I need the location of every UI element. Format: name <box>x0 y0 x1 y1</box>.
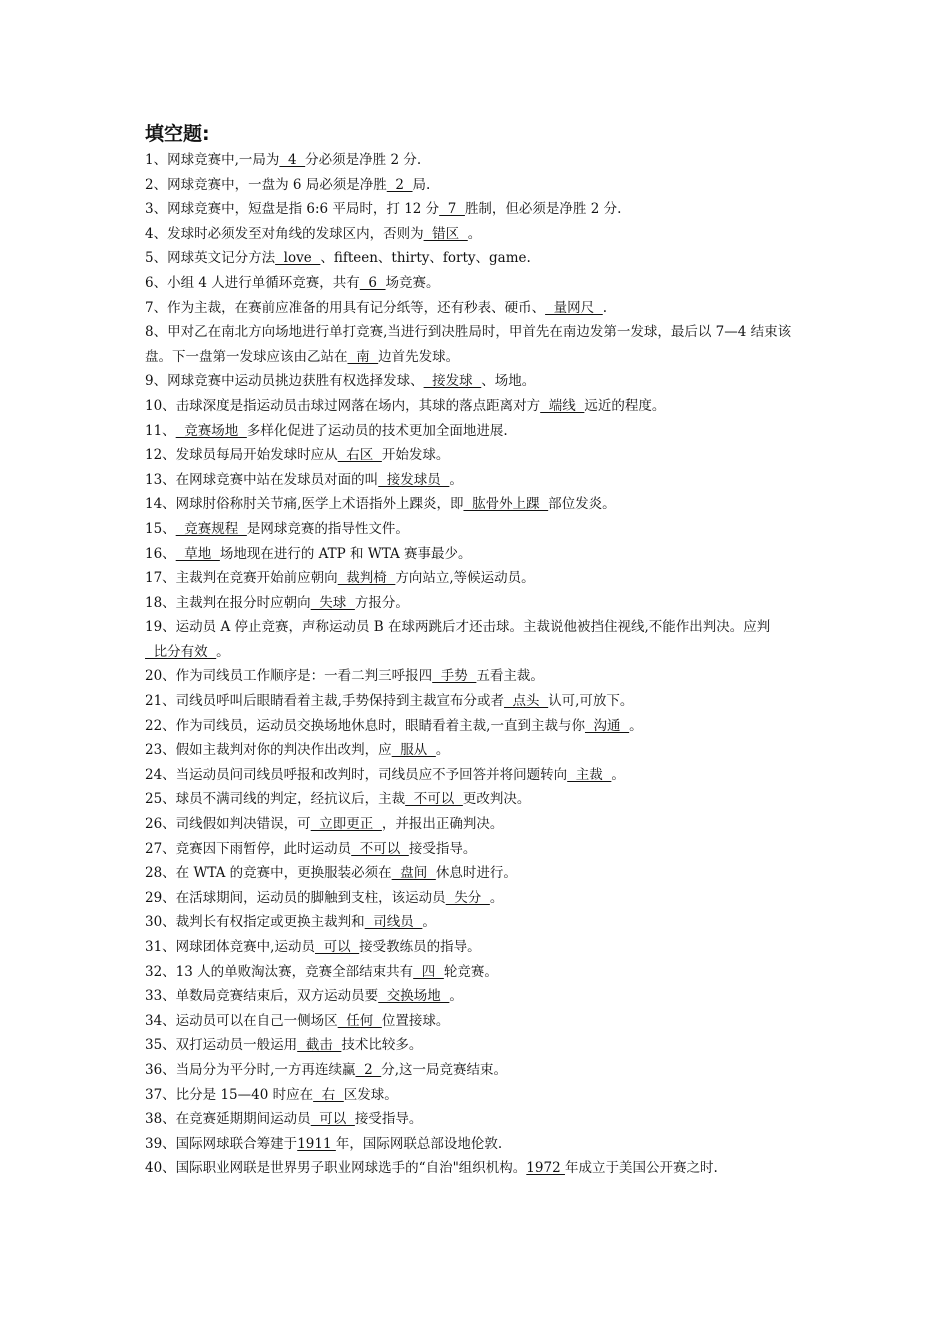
question-text: 21、司线员呼叫后眼睛看着主裁,手势保持到主裁宣布分或者 <box>145 693 504 710</box>
question-q39 <box>145 1132 815 1157</box>
question-text: 14、网球肘俗称肘关节痛,医学上术语指外上踝炎，即 <box>145 496 464 513</box>
question-text: 多样化促进了运动员的技术更加全面地进展. <box>246 422 508 439</box>
question-text: 分,这一局竞赛结束。 <box>381 1061 508 1078</box>
question-text: 5、网球英文记分方法 <box>145 250 276 267</box>
question-text: 29、在活球期间，运动员的脚触到支柱，该运动员 <box>145 889 446 906</box>
question-text: 接受指导。 <box>408 840 477 857</box>
question-q23 <box>145 738 815 763</box>
question-text: 24、当运动员问司线员呼报和改判时，司线员应不予回答并将问题转向 <box>145 766 568 783</box>
question-q8 <box>145 320 815 369</box>
question-text: 4、发球时必须发至对角线的发球区内，否则为 <box>145 225 424 242</box>
question-text: 11、 <box>145 422 176 439</box>
question-text: 局. <box>412 176 431 193</box>
answer-blank: 四 <box>413 963 444 980</box>
question-text: 技术比较多。 <box>341 1037 423 1054</box>
answer-blank: 2 <box>386 176 413 193</box>
answer-blank: 错区 <box>423 225 468 242</box>
answer-blank: 失分 <box>445 889 490 906</box>
question-q19 <box>145 615 815 664</box>
answer-blank: 右区 <box>337 447 382 464</box>
question-q32 <box>145 960 815 985</box>
question-text: 边首先发球。 <box>378 348 460 365</box>
question-q17 <box>145 566 815 591</box>
question-q3 <box>145 197 815 222</box>
document-page <box>145 120 815 1181</box>
question-text: 3、网球竞赛中，短盘是指 6:6 平局时，打 12 分 <box>145 201 440 218</box>
question-text: 休息时进行。 <box>435 865 517 882</box>
question-text: 8、甲对乙在南北方向场地进行单打竞赛,当进行到决胜局时，甲首先在南边发第一发球，最后以 7—4 结束该盘。下一盘第一发球应该由乙站在 <box>145 324 792 365</box>
answer-blank: 南 <box>347 348 379 365</box>
question-text: 认可,可放下。 <box>548 693 634 710</box>
question-q11 <box>145 419 815 444</box>
answer-blank: 竞赛场地 <box>175 422 247 439</box>
answer-blank: 草地 <box>175 545 220 562</box>
question-text: 。 <box>489 889 504 906</box>
question-q21 <box>145 689 815 714</box>
question-text: . <box>602 299 608 316</box>
question-text: 26、司线假如判决错误，可 <box>145 816 311 833</box>
question-text: 开始发球。 <box>381 447 450 464</box>
answer-blank: 服从 <box>391 742 436 759</box>
question-text: 30、裁判长有权指定或更换主裁判和 <box>145 914 365 931</box>
question-text: 2、网球竞赛中，一盘为 6 局必须是净胜 <box>145 176 387 193</box>
question-text: 28、在 WTA 的竞赛中，更换服装必须在 <box>145 865 392 882</box>
question-q4 <box>145 222 815 247</box>
question-q27 <box>145 837 815 862</box>
question-q20 <box>145 664 815 689</box>
question-text: 轮竞赛。 <box>443 963 498 980</box>
question-text: 39、国际网球联合筹建于 <box>145 1135 298 1152</box>
answer-blank: 接发球 <box>423 373 482 390</box>
question-text: 。 <box>422 914 436 931</box>
question-text: 接受指导。 <box>354 1111 423 1128</box>
question-text: 10、击球深度是指运动员击球过网落在场内，其球的落点距离对方 <box>145 397 541 414</box>
answer-blank: 任何 <box>337 1012 382 1029</box>
question-text: 31、网球团体竞赛中,运动员 <box>145 939 315 955</box>
answer-blank: 右 <box>313 1086 344 1103</box>
question-q30 <box>145 910 815 935</box>
question-q9 <box>145 369 815 394</box>
question-text: 区发球。 <box>343 1086 398 1103</box>
answer-blank: 竞赛规程 <box>175 520 247 537</box>
answer-blank: 7 <box>439 201 465 218</box>
question-text: 接受教练员的指导。 <box>359 939 481 955</box>
answer-blank: 截击 <box>297 1037 342 1054</box>
question-text: 方报分。 <box>354 594 409 611</box>
question-q2 <box>145 173 815 198</box>
question-text: 12、发球员每局开始发球时应从 <box>145 447 338 464</box>
answer-blank: 盘间 <box>391 865 436 882</box>
question-q40 <box>145 1156 815 1181</box>
question-q35 <box>145 1033 815 1058</box>
answer-blank: 司线员 <box>364 914 423 931</box>
question-q37 <box>145 1083 815 1108</box>
question-text: 年成立于美国公开赛之时. <box>564 1160 718 1177</box>
answer-blank: 不可以 <box>405 791 463 808</box>
answer-blank: 交换场地 <box>378 988 450 1005</box>
question-text: 分必须是净胜 2 分. <box>305 152 422 168</box>
question-text: 。 <box>467 225 482 242</box>
question-q33 <box>145 984 815 1009</box>
answer-blank: 可以 <box>314 939 360 955</box>
question-text: 19、运动员 A 停止竞赛，声称运动员 B 在球两跳后才还击球。主裁说他被挡住视线,不能作出判决。应判 <box>145 619 771 636</box>
question-q5 <box>145 246 815 271</box>
question-q18 <box>145 591 815 616</box>
question-text: 更改判决。 <box>462 791 531 808</box>
question-text: 胜制，但必须是净胜 2 分. <box>464 201 622 218</box>
question-text: 部位发炎。 <box>548 496 616 513</box>
question-q34 <box>145 1009 815 1034</box>
question-text: 方向站立,等候运动员。 <box>395 570 535 587</box>
question-text: 27、竞赛因下雨暂停，此时运动员 <box>145 840 352 857</box>
question-q28 <box>145 861 815 886</box>
question-text: 是网球竞赛的指导性文件。 <box>246 520 409 537</box>
question-text: 34、运动员可以在自己一侧场区 <box>145 1012 338 1029</box>
question-q36 <box>145 1058 815 1083</box>
answer-blank: 量网尺 <box>545 299 603 316</box>
answer-blank: 2 <box>355 1061 382 1078</box>
question-text: 6、小组 4 人进行单循环竞赛，共有 <box>145 274 360 291</box>
question-q7 <box>145 296 815 321</box>
answer-blank: 裁判椅 <box>337 570 396 587</box>
answer-blank: 点头 <box>503 693 549 710</box>
answer-blank: 1911 <box>297 1135 336 1152</box>
question-text: 。 <box>449 471 463 488</box>
answer-blank: 4 <box>279 152 306 168</box>
answer-blank: 1972 <box>526 1160 565 1177</box>
question-q16 <box>145 542 815 567</box>
answer-blank: 失球 <box>310 594 355 611</box>
question-text: 。 <box>435 742 450 759</box>
question-q13 <box>145 468 815 493</box>
question-text: 16、 <box>145 545 176 562</box>
question-text: ，并报出正确判决。 <box>381 816 504 833</box>
answer-blank: 6 <box>359 274 386 291</box>
answer-blank: 主裁 <box>567 766 612 783</box>
question-text: 、fifteen、thirty、forty、game. <box>320 250 531 267</box>
answer-blank: 比分有效 <box>145 643 217 660</box>
question-q22 <box>145 714 815 739</box>
question-text: 远近的程度。 <box>584 397 666 414</box>
question-q12 <box>145 443 815 468</box>
answer-blank: love <box>275 250 321 267</box>
question-text: 33、单数局竞赛结束后，双方运动员要 <box>145 988 379 1005</box>
question-q26 <box>145 812 815 837</box>
question-text: 9、网球竞赛中运动员挑边获胜有权选择发球、 <box>145 373 424 390</box>
question-q14 <box>145 492 815 517</box>
question-text: 36、当局分为平分时,一方再连续赢 <box>145 1061 356 1078</box>
question-text: 。 <box>449 988 463 1005</box>
answer-blank: 肱骨外上踝 <box>463 496 549 513</box>
question-text: 。 <box>611 766 625 783</box>
question-q1 <box>145 148 815 173</box>
question-text: 7、作为主裁，在赛前应准备的用具有记分纸等，还有秒表、硬币、 <box>145 299 546 316</box>
answer-blank: 接发球员 <box>378 471 450 488</box>
question-text: 38、在竞赛延期期间运动员 <box>145 1111 311 1128</box>
question-q15 <box>145 517 815 542</box>
question-q6 <box>145 271 815 296</box>
question-text: 22、作为司线员，运动员交换场地休息时，眼睛看着主裁,一直到主裁与你 <box>145 717 585 734</box>
question-text: 、场地。 <box>481 373 536 390</box>
question-q24 <box>145 763 815 788</box>
question-text: 1、网球竞赛中,一局为 <box>145 152 280 168</box>
question-q38 <box>145 1107 815 1132</box>
answer-blank: 可以 <box>310 1111 355 1128</box>
question-text: 13、在网球竞赛中站在发球员对面的叫 <box>145 471 379 488</box>
answer-blank: 端线 <box>540 397 585 414</box>
question-q10 <box>145 394 815 419</box>
question-text: 35、双打运动员一般运用 <box>145 1037 298 1054</box>
question-text: 场竞赛。 <box>385 274 440 291</box>
question-text: 15、 <box>145 520 176 537</box>
question-text: 18、主裁判在报分时应朝向 <box>145 594 311 611</box>
answer-blank: 沟通 <box>584 717 630 734</box>
question-text: 32、13 人的单败淘汰赛，竞赛全部结束共有 <box>145 963 414 980</box>
section-title: 填空题: <box>145 123 210 145</box>
question-text: 17、主裁判在竞赛开始前应朝向 <box>145 570 338 587</box>
question-text: 25、球员不满司线的判定，经抗议后，主裁 <box>145 791 406 808</box>
question-q25 <box>145 787 815 812</box>
question-q29 <box>145 886 815 911</box>
answer-blank: 立即更正 <box>310 816 382 833</box>
question-text: 40、国际职业网联是世界男子职业网球选手的“自治"组织机构。 <box>145 1160 527 1177</box>
answer-blank: 手势 <box>432 668 477 685</box>
question-text: 五看主裁。 <box>476 668 544 685</box>
question-text: 23、假如主裁判对你的判决作出改判，应 <box>145 742 392 759</box>
question-text: 20、作为司线员工作顺序是：一看二判三呼报四 <box>145 668 433 685</box>
question-text: 年，国际网联总部设地伦敦. <box>335 1135 503 1152</box>
question-text: 。 <box>216 643 230 660</box>
question-text: 场地现在进行的 ATP 和 WTA 赛事最少。 <box>219 545 472 562</box>
question-text: 37、比分是 15—40 时应在 <box>145 1086 314 1103</box>
question-q31 <box>145 935 815 960</box>
question-text: 位置接球。 <box>381 1012 450 1029</box>
question-list <box>145 148 815 1181</box>
question-text: 。 <box>629 717 643 734</box>
answer-blank: 不可以 <box>351 840 409 857</box>
